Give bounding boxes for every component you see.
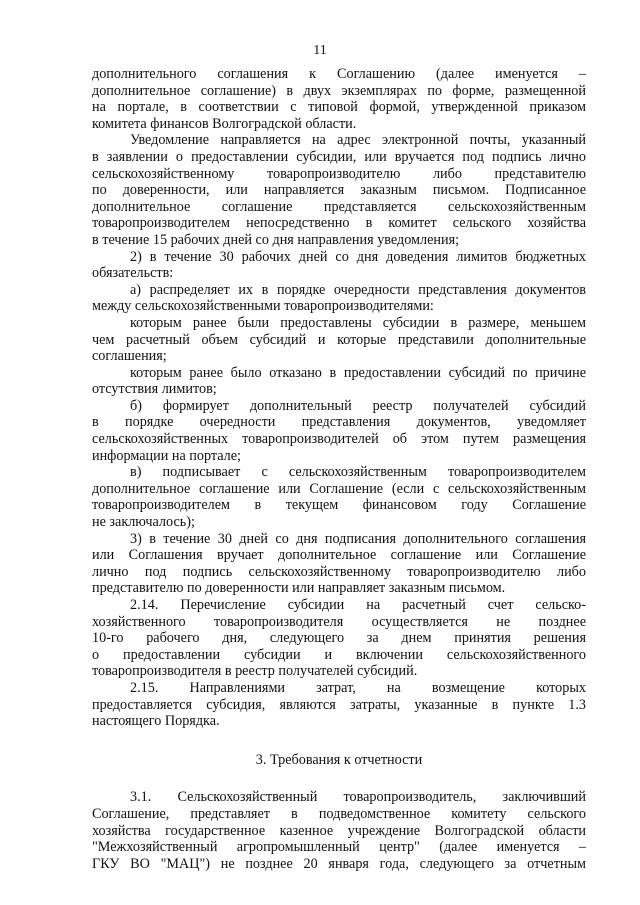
text-line: хозяйственного товаропроизводителя осуществляется не позднее: [92, 613, 586, 630]
text-line: представителю по доверенности или направляет заказным письмом.: [92, 580, 506, 597]
text-line: или Соглашения вручает дополнительное соглашение или Соглашение: [92, 547, 586, 564]
paragraph: [92, 398, 586, 464]
text-line: предоставляется субсидия, являются затраты, указанные в пункте 1.3: [92, 696, 586, 713]
text-line: Уведомление направляется на адрес электронной почты, указанный: [130, 132, 586, 149]
text-line: на портале, в соответствии с типовой формой, утвержденной приказом: [92, 99, 586, 116]
text-line: дополнительное соглашение) в двух экземплярах по форме, размещенной: [92, 82, 586, 99]
page-number: 11: [313, 43, 327, 58]
text-line: в заявлении о предоставлении субсидии, или вручается под подпись лично: [92, 148, 586, 165]
text-line: 2.14. Перечисление субсидии на расчетный счет сельско-: [130, 597, 586, 613]
text-line: соглашения;: [92, 348, 167, 365]
text-line: по доверенности, или направляется заказным письмом. Подписанное: [92, 182, 586, 199]
text-line: сельскохозяйственному товаропроизводителю либо представителю: [92, 165, 586, 182]
text-line: не заключалось);: [92, 514, 195, 531]
section-heading: 3. Требования к отчетности: [255, 751, 423, 768]
text-line: товаропроизводителя в реестр получателей субсидий.: [92, 663, 418, 680]
text-line: 2) в течение 30 рабочих дней со дня доведения лимитов бюджетных: [130, 248, 586, 265]
text-line: сельскохозяйственных товаропроизводителей об этом путем размещения: [92, 431, 586, 448]
text-line: "Межхозяйственный агропромышленный центр" (далее именуется –: [92, 839, 586, 856]
text-line: в течение 15 рабочих дней со дня направления уведомления;: [92, 231, 460, 248]
text-line: Соглашение, представляет в подведомственное комитету сельского: [92, 805, 586, 822]
text-line: хозяйства государственное казенное учреждение Волгоградской области: [92, 822, 586, 839]
text-line: товаропроизводителем непосредственно в комитет сельского хозяйства: [92, 215, 586, 232]
text-line: 3) в течение 30 дней со дня подписания дополнительного соглашения: [130, 530, 586, 547]
text-line: настоящего Порядка.: [92, 713, 220, 730]
text-line: дополнительного соглашения к Соглашению (далее именуется –: [92, 66, 586, 82]
text-line: которым ранее были предоставлены субсидии в размере, меньшем: [130, 314, 586, 331]
paragraph: [92, 132, 586, 248]
paragraph: [92, 315, 586, 365]
text-line: в порядке очередности представления документов, уведомляет: [92, 414, 586, 431]
paragraph: [92, 597, 586, 680]
paragraph: [92, 66, 586, 132]
text-line: отсутствия лимитов;: [92, 381, 217, 398]
paragraph: [92, 282, 586, 315]
text-line: в) подписывает с сельскохозяйственным товаропроизводителем: [130, 464, 586, 481]
text-line: дополнительное соглашение или Соглашение (если с сельскохозяйственным: [92, 480, 586, 497]
text-line: лично под подпись сельскохозяйственному товаропроизводителю либо: [92, 563, 586, 580]
text-line: 3.1. Сельскохозяйственный товаропроизводитель, заключивший: [130, 789, 586, 806]
text-line: чем расчетный объем субсидий и которые представили дополнительные: [92, 331, 586, 348]
text-line: обязательств:: [92, 265, 174, 282]
text-line: б) формирует дополнительный реестр получателей субсидий: [130, 397, 586, 414]
text-line: между сельскохозяйственными товаропроизводителями:: [92, 298, 434, 315]
text-line: 10-го рабочего дня, следующего за днем принятия решения: [92, 630, 586, 647]
paragraph: [92, 464, 586, 530]
paragraph: [92, 789, 586, 872]
text-line: ГКУ ВО "МАЦ") не позднее 20 января года, следующего за отчетным: [92, 855, 586, 872]
text-line: которым ранее было отказано в предоставлении субсидий по причине: [130, 364, 586, 381]
text-line: товаропроизводителем в текущем финансовом году Соглашение: [92, 497, 586, 514]
text-line: дополнительное соглашение представляется сельскохозяйственным: [92, 198, 586, 215]
text-line: информации на портале;: [92, 447, 241, 464]
text-line: а) распределяет их в порядке очередности представления документов: [130, 281, 586, 298]
paragraph: [92, 531, 586, 597]
text-line: комитета финансов Волгоградской области.: [92, 115, 357, 132]
text-line: о предоставлении субсидии и включении сельскохозяйственного: [92, 646, 586, 663]
document-body: [92, 66, 586, 872]
text-line: 2.15. Направлениями затрат, на возмещение которых: [130, 679, 586, 696]
paragraph: [92, 680, 586, 730]
paragraph: [92, 365, 586, 398]
paragraph: [92, 249, 586, 282]
